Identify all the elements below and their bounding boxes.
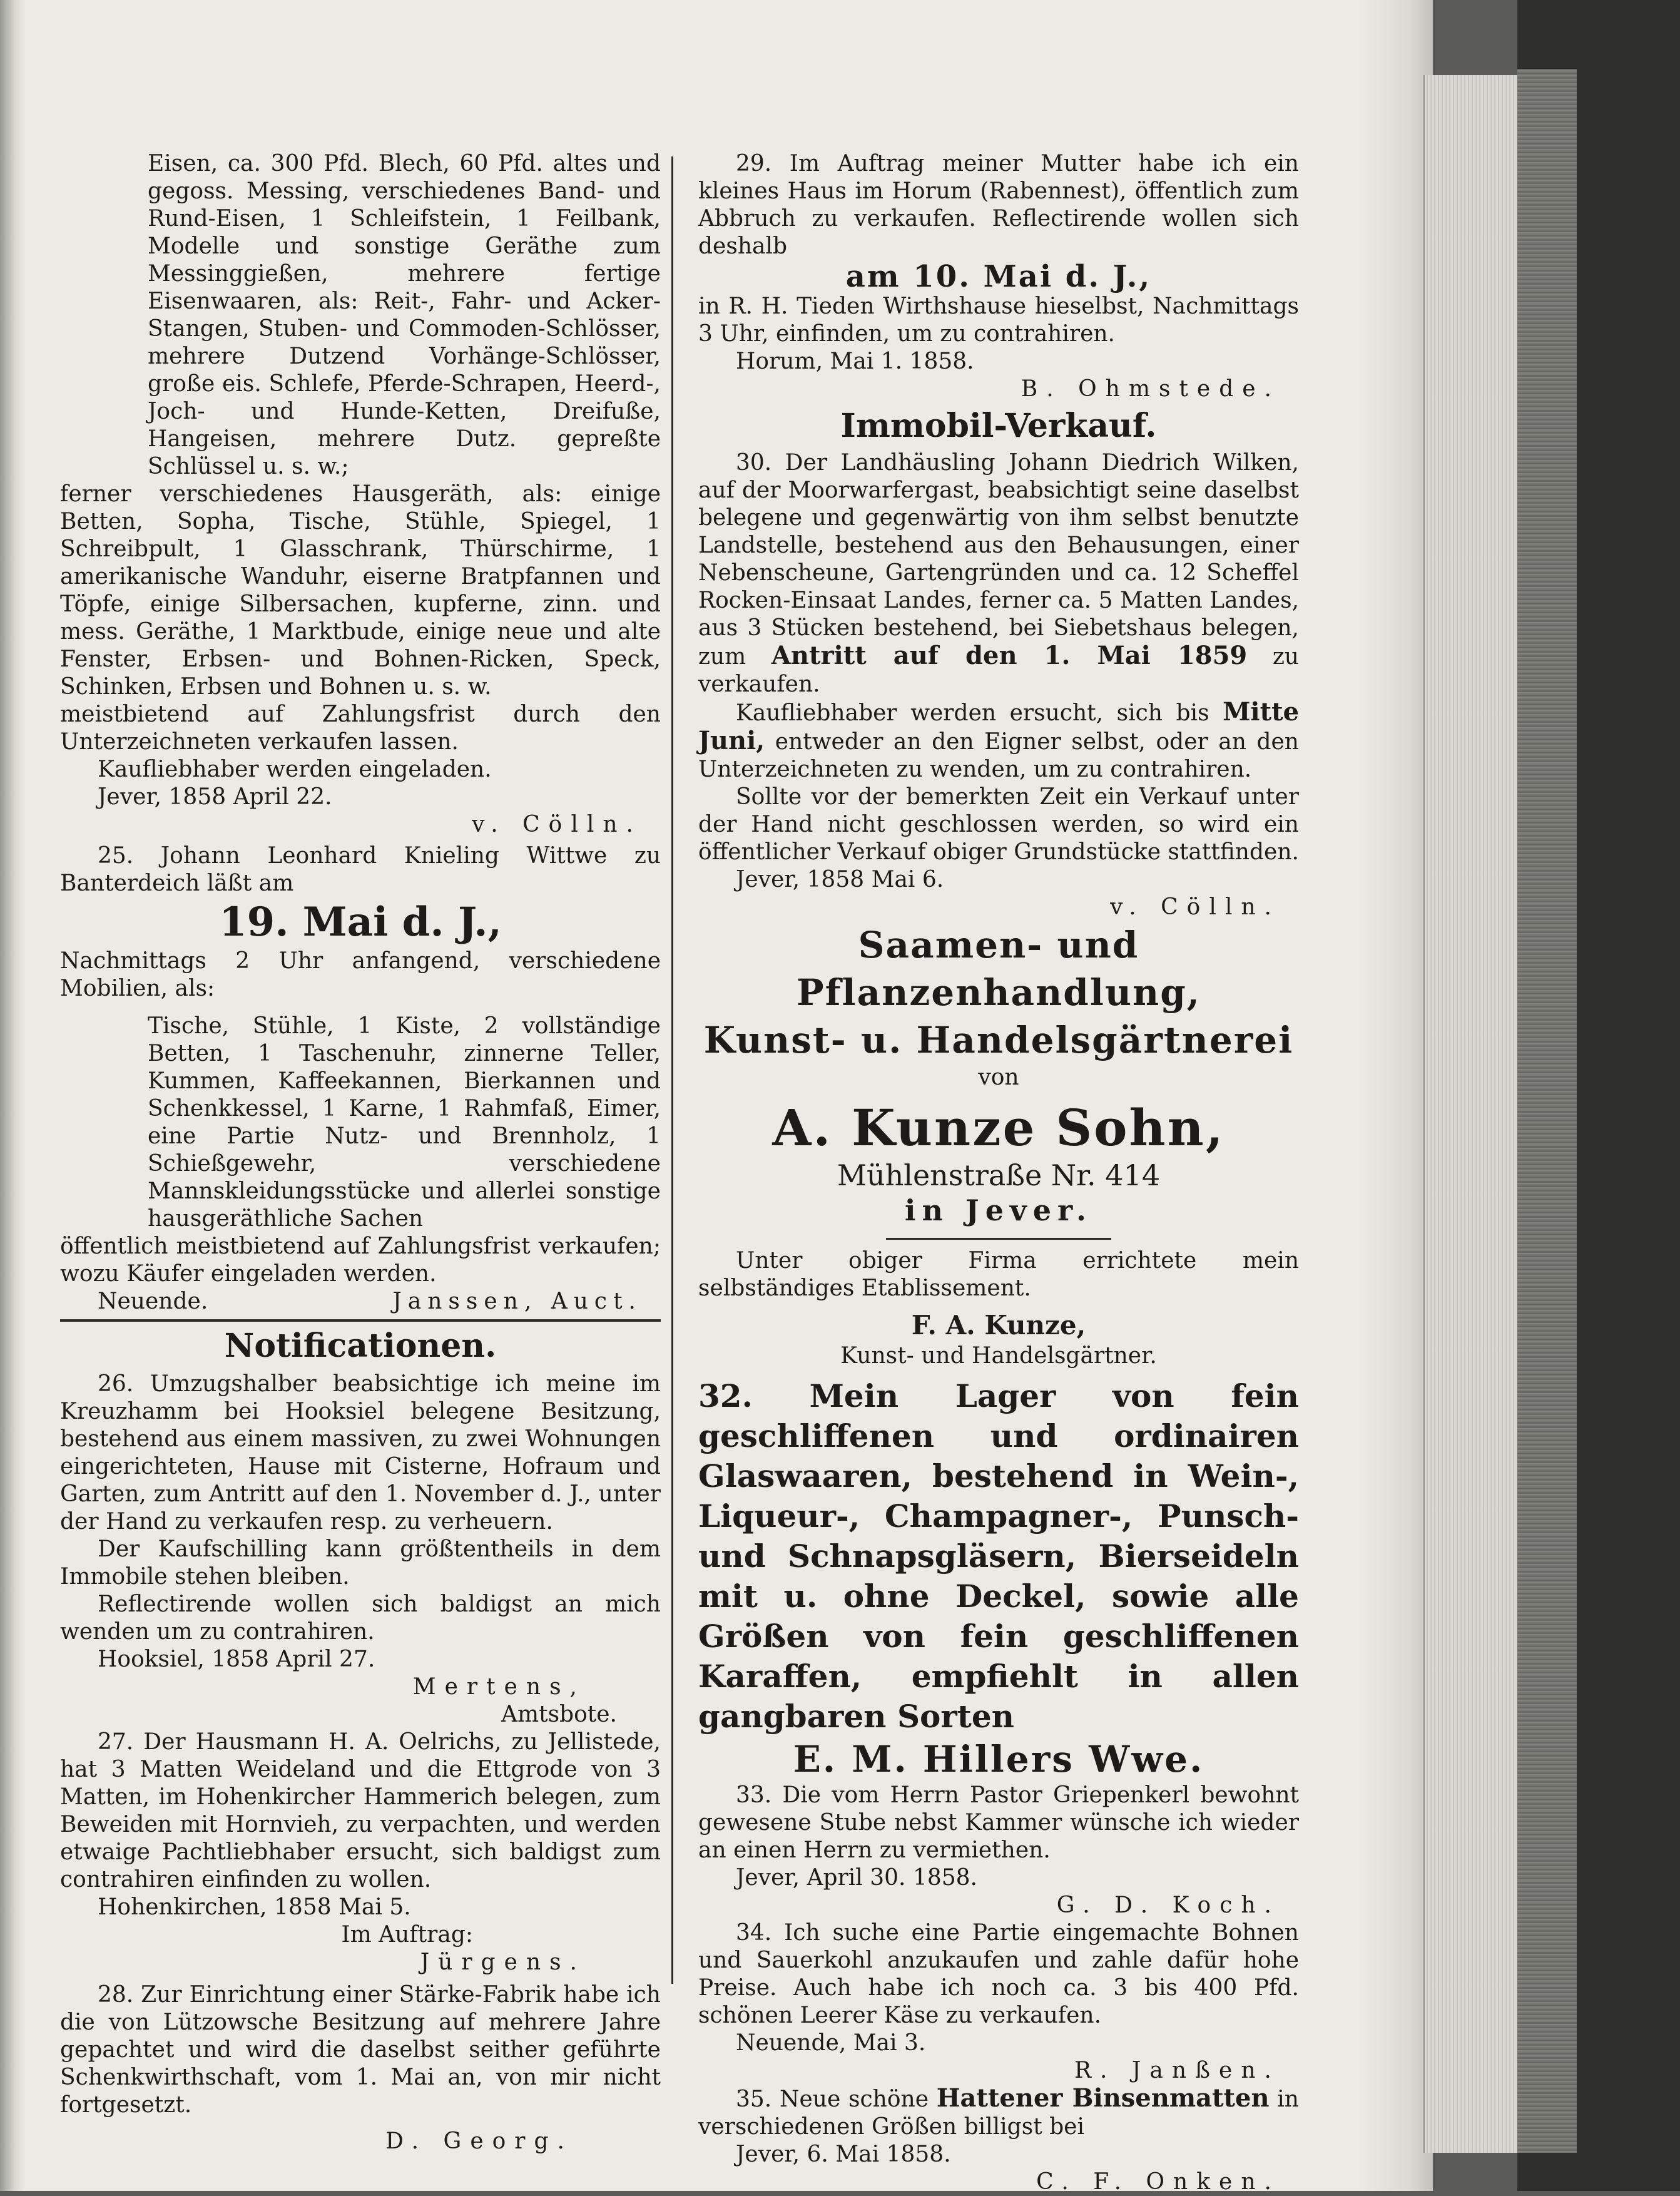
item-30-d: entweder an den Eigner selbst, oder an den Unterzeichneten zu wenden, um zu contrahiren. [698,729,1299,782]
immobil-heading: Immobil-Verkauf. [840,407,1157,445]
item-35 [698,2085,1299,2141]
item-29-place: Horum, Mai 1. 1858. [736,349,974,374]
item-25-time: Nachmittags 2 Uhr anfangend, verschiedene Mobilien, als: [60,948,661,1001]
item-30-c [698,698,1299,784]
ad-firm-name: A. Kunze Sohn, [772,1098,1225,1157]
item-24-continuation: Eisen, ca. 300 Pfd. Blech, 60 Pfd. altes und gegoss. Messing, verschiedenes Band- und Rund-Eisen, 1 Schleifstein, 1 Feilbank, Modelle und sonstige Geräthe zum Messinggießen, mehrere fertige Eisenwaaren, als: Reit-, Fahr- und Acker-Stangen, Stuben- und Commoden-Schlösser, mehrere Dutzend Vorhänge-Schlösser, große eis. Schlefe, Pferde-Schrapen, Heerd-, Joch- und Hunde-Ketten, Dreifuße, Hangeisen, mehrere Dutz. gepreßte Schlüssel u. s. w.; [148,151,661,479]
item-30 [698,449,1299,698]
item-30-signature: v. Cölln. [1110,894,1280,920]
item-28: 28. Zur Einrichtung einer Stärke-Fabrik habe ich die von Lützowsche Besitzung auf mehrere Jahre gepachtet und wird die daselbst seither geführte Schenkwirthschaft, vom 1. Mai an, von mir nicht fortgesetzt. [60,1982,661,2118]
item-34-signature: R. Janßen. [1074,2058,1280,2083]
item-29-signature: B. Ohmstede. [1021,376,1280,402]
item-28-signature: D. Georg. [385,2128,573,2154]
item-33-date: Jever, April 30. 1858. [736,1865,977,1891]
item-25-end: öffentlich meistbietend auf Zahlungsfrist verkaufen; wozu Käufer eingeladen werden. [60,1233,661,1287]
item-24-date: Jever, 1858 April 22. [98,784,332,810]
ad-address: Mühlenstraße Nr. 414 [837,1158,1161,1192]
item-30-b: zu verkaufen. [698,644,1299,697]
item-30-mitte: Mitte Juni, [698,697,1300,755]
ad-signature: F. A. Kunze, [911,1310,1086,1341]
item-24-invite: Kaufliebhaber werden eingeladen. [98,757,492,782]
page-spine [0,0,25,2191]
item-30-c-text: Kaufliebhaber werden ersucht, sich bis [736,700,1209,726]
item-25-signature: Janssen, Auct. [392,1289,642,1314]
ad-rule [886,1238,1111,1240]
column-rule [671,156,673,1984]
page-edges [1423,75,1519,2153]
item-25-list: Tische, Stühle, 1 Kiste, 2 vollständige Betten, 1 Taschenuhr, zinnerne Teller, Kummen, Kaffeekannen, Bierkannen und Schenkkessel, 1 Karne, 1 Rahmfaß, Eimer, eine Partie Nutz- und Brennholz, 1 Schießgewehr, verschiedene Mannskleidungsstücke und allerlei sonstige hausgeräthliche Sachen [148,1013,661,1232]
ad-von: von [978,1065,1019,1090]
item-26-c: Reflectirende wollen sich baldigst an mich wenden um zu contrahiren. [60,1591,661,1645]
item-25-place: Neuende. [98,1289,208,1314]
ad-text: Unter obiger Firma errichtete mein selbständiges Etablissement. [698,1248,1299,1301]
right-column [698,150,1299,2196]
ferner-label: ferner [60,481,131,507]
item-32: 32. Mein Lager von fein geschliffenen und ordinairen Glaswaaren, bestehend in Wein-, Liqueur-, Champagner-, Punsch- und Schnapsgläsern, Bierseideln mit u. ohne Deckel, sowie alle Größen von fein geschliffenen Karaffen, empfiehlt in allen gangbaren Sorten [698,1377,1299,1735]
ad-city: in Jever. [905,1193,1092,1227]
item-30-antritt: Antritt auf den 1. Mai 1859 [771,641,1248,670]
item-32-signature: E. M. Hillers Wwe. [793,1738,1204,1780]
left-column [60,150,661,2155]
gutter-shadow [1358,0,1433,2191]
ad-line-2: Kunst- u. Handelsgärtnerei [703,1019,1294,1061]
item-33: 33. Die vom Herrn Pastor Griepenkerl bewohnt gewesene Stube nebst Kammer wünsche ich wieder an einen Herrn zu vermiethen. [698,1782,1299,1863]
item-27-signature: Jürgens. [420,1949,586,1975]
item-25: 25. Johann Leonhard Knieling Wittwe zu Banterdeich läßt am [60,843,661,896]
item-30-e: Sollte vor der bemerkten Zeit ein Verkauf unter der Hand nicht geschlossen werden, so wird ein öffentlicher Verkauf obiger Grundstücke stattfinden. [698,784,1299,865]
item-26-signature: Mertens, [412,1674,586,1700]
item-29: 29. Im Auftrag meiner Mutter habe ich ein kleines Haus im Horum (Rabennest), öffentlich zum Abbruch zu verkaufen. Reflectirende wollen sich deshalb [698,151,1299,259]
item-35-text: 35. Neue schöne [736,2086,929,2112]
item-30-text: 30. Der Landhäusling Johann Diedrich Wilken, auf der Moorwarfergast, beabsichtigt seine daselbst belegene und gegenwärtig von ihm selbst benutzte Landstelle, bestehend aus den Behausungen, einer Nebenscheune, Gartengründen und ca. 12 Scheffel Rocken-Einsaat Landes, ferner ca. 5 Matten Landes, aus 3 Stücken bestehend, bei Siebetshaus belegen, zum [698,450,1299,670]
item-33-signature: G. D. Koch. [1056,1892,1280,1918]
item-29-b: in R. H. Tieden Wirthshause hieselbst, Nachmittags 3 Uhr, einfinden, um zu contrahiren. [698,294,1299,347]
item-35-signature: C. F. Onken. [1036,2169,1280,2195]
item-24-ferner [60,481,661,701]
item-30-date: Jever, 1858 Mai 6. [736,867,944,892]
item-27-auftrag: Im Auftrag: [341,1922,473,1948]
item-27-date: Hohenkirchen, 1858 Mai 5. [98,1894,411,1920]
item-35-b: in verschiedenen Größen billigst bei [698,2086,1299,2140]
item-24-meistbietend: meistbietend auf Zahlungsfrist durch den Unterzeichneten verkaufen lassen. [60,702,661,755]
item-26-date: Hooksiel, 1858 April 27. [98,1647,375,1672]
item-35-bold: Hattener Binsenmatten [936,2083,1270,2113]
item-25-date: 19. Mai d. J., [219,899,502,946]
item-24-signature: v. Cölln. [472,812,642,837]
item-26: 26. Umzugshalber beabsichtige ich meine im Kreuzhamm bei Hooksiel belegene Besitzung, bestehend aus einem massiven, zu zwei Wohnungen eingerichteten, Hause mit Cisterne, Hofraum und Garten, zum Antritt auf den 1. November d. J., unter der Hand zu verkaufen resp. zu verheuern. [60,1371,661,1535]
item-26-b: Der Kaufschilling kann größtentheils in dem Immobile stehen bleiben. [60,1536,661,1590]
item-34-place: Neuende, Mai 3. [736,2030,926,2056]
notificationen-heading: Notificationen. [224,1327,497,1365]
cover-board [1517,69,1577,2153]
item-26-signature-title: Amtsbote. [501,1702,617,1727]
item-27: 27. Der Hausmann H. A. Oelrichs, zu Jellistede, hat 3 Matten Weideland und die Ettgrode von 3 Matten, im Hohenkircher Hammerich belegen, zum Beweiden mit Hornvieh, zu verpachten, und werden etwaige Pachtliebhaber ersucht, sich baldigst zum contrahiren einfinden zu wollen. [60,1729,661,1892]
item-35-date: Jever, 6. Mai 1858. [736,2142,951,2167]
ad-signature-title: Kunst- und Handelsgärtner. [840,1343,1157,1369]
item-29-date: am 10. Mai d. J., [845,259,1152,294]
ferner-text: verschiedenes Hausgeräth, als: einige Betten, Sopha, Tische, Stühle, Spiegel, 1 Schreibpult, 1 Glasschrank, Thürschirme, 1 amerikanische Wanduhr, eiserne Bratpfannen und Töpfe, einige Silbersachen, kupferne, zinn. und mess. Geräthe, 1 Marktbude, einige neue und alte Fenster, Erbsen- und Bohnen-Ricken, Speck, Schinken, Erbsen und Bohnen u. s. w. [60,481,661,700]
section-divider [60,1319,661,1322]
item-25-footer [60,1288,661,1315]
item-34: 34. Ich suche eine Partie eingemachte Bohnen und Sauerkohl anzukaufen und zahle dafür hohe Preise. Auch habe ich noch ca. 3 bis 400 Pfd. schönen Leerer Käse zu verkaufen. [698,1920,1299,2028]
ad-line-1: Saamen- und Pflanzenhandlung, [797,924,1201,1014]
